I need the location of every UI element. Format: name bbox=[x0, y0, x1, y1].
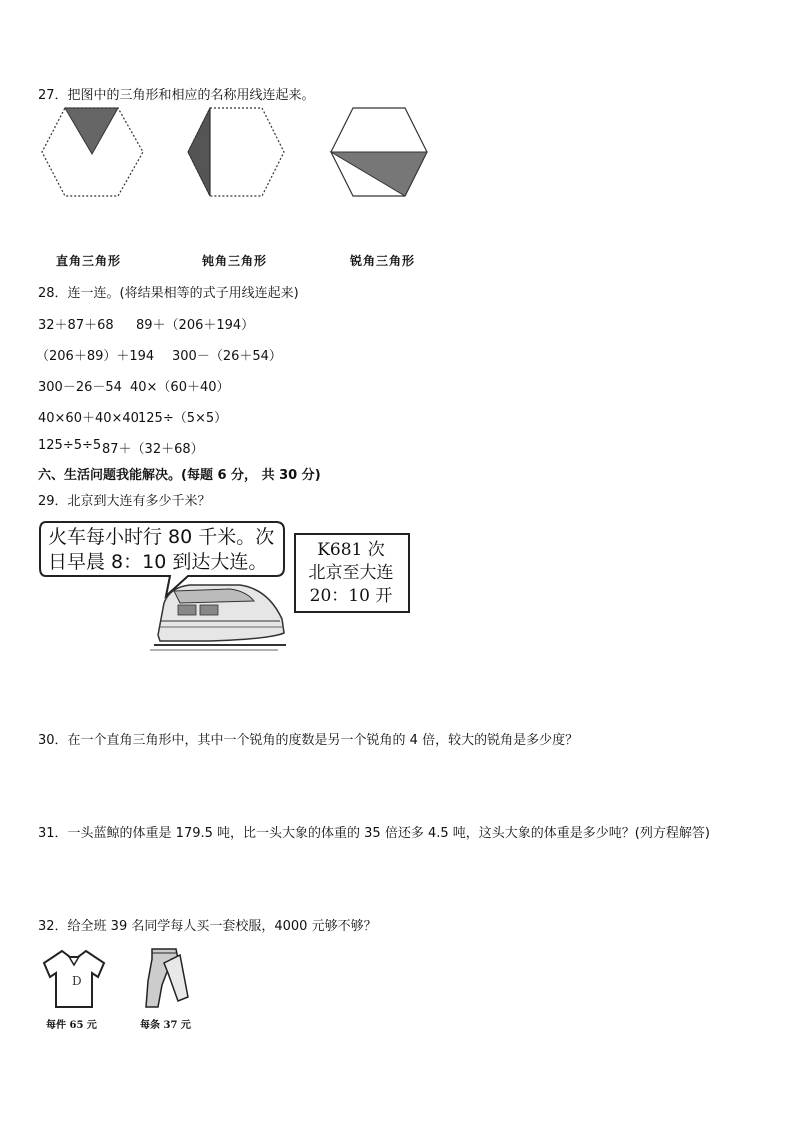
q27-text: 27．把图中的三角形和相应的名称用线连起来。 bbox=[38, 88, 315, 103]
section-title: 六、生活问题我能解决。(每题 6 分， 共 30 分) bbox=[38, 468, 321, 483]
shirt-icon bbox=[40, 945, 108, 1013]
sign-line-3: 20：10 开 bbox=[309, 586, 393, 606]
q30-text: 30．在一个直角三角形中，其中一个锐角的度数是另一个锐角的 4 倍，较大的锐角是多少度？ bbox=[38, 733, 579, 748]
q28-left-2: （206＋89）＋194 bbox=[36, 349, 155, 364]
sign-line-2: 北京至大连 bbox=[308, 563, 394, 583]
q28-left-5: 125÷5÷5 bbox=[38, 438, 102, 453]
pants-icon bbox=[138, 945, 194, 1013]
q32-text: 32．给全班 39 名同学每人买一套校服，4000 元够不够？ bbox=[38, 919, 377, 934]
train-icon bbox=[150, 575, 290, 655]
q28-left-3: 300－26－54 bbox=[38, 380, 122, 395]
q29-text: 29．北京到大连有多少千米？ bbox=[38, 494, 211, 509]
pants-price-label: 每条 37 元 bbox=[140, 1020, 191, 1031]
label-obtuse-triangle: 钝角三角形 bbox=[202, 254, 268, 268]
bubble-line-1: 火车每小时行 80 千米。次 bbox=[48, 526, 275, 548]
q28-right-1: 89＋（206＋194） bbox=[136, 318, 255, 333]
label-acute-triangle: 锐角三角形 bbox=[350, 254, 416, 268]
q28-right-5: 87＋（32＋68） bbox=[102, 442, 204, 457]
q28-right-2: 300－（26＋54） bbox=[172, 349, 282, 364]
q28-right-4: 125÷（5×5） bbox=[138, 411, 228, 426]
hexagon-figure-2 bbox=[188, 108, 284, 196]
hexagon-figure-3 bbox=[331, 108, 427, 196]
svg-text:D: D bbox=[72, 974, 82, 988]
q28-right-3: 40×（60＋40） bbox=[130, 380, 230, 395]
shirt-price-label: 每件 65 元 bbox=[46, 1020, 97, 1031]
sign-line-1: K681 次 bbox=[317, 540, 385, 560]
hexagon-figure-1 bbox=[42, 108, 143, 196]
q28-text: 28．连一连。(将结果相等的式子用线连起来) bbox=[38, 286, 299, 301]
q31-text: 31．一头蓝鲸的体重是 179.5 吨，比一头大象的体重的 35 倍还多 4.5 吨，这头大象的体重是多少吨？(列方程解答) bbox=[38, 826, 710, 841]
q28-left-1: 32＋87＋68 bbox=[38, 318, 114, 333]
q28-left-4: 40×60＋40×40 bbox=[38, 411, 139, 426]
label-right-triangle: 直角三角形 bbox=[56, 254, 122, 268]
bubble-line-2: 日早晨 8：10 到达大连。 bbox=[48, 551, 268, 573]
q27-figures bbox=[40, 104, 440, 204]
